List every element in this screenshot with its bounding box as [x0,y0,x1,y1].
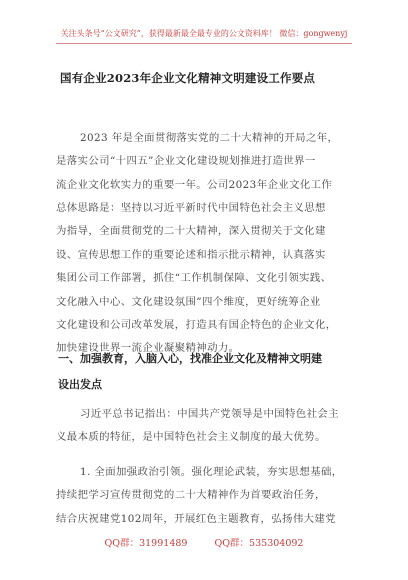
page-header: 关注头条号“公文研究”，获得最新最全最专业的公文资料库！ 微信：gongwenyj [60,29,348,38]
paragraph-line: 总体思路是：坚持以习近平新时代中国特色社会主义思想 [56,202,326,214]
paragraph-line: 文化融入中心、文化建设氛围”四个维度，更好统筹企业 [56,295,321,308]
paragraph-quote [56,403,339,450]
paragraph-line: 加快建设世界一流企业凝聚精神动力。 [56,342,240,355]
paragraph-line: 集团公司工作部署，抓住“工作机制保障、文化引领实践、 [56,272,332,285]
paragraph-line: 习近平总书记指出：中国共产党领导是中国特色社会主 [80,408,339,420]
document-title: 国有企业2023年企业文化精神文明建设工作要点 [60,71,316,85]
paragraph-line: 结合庆祝建党102周年，开展红色主题教育，弘扬伟大建党 [56,512,337,525]
paragraph-line: 持续把学习宣传贯彻党的二十大精神作为首要政治任务， [56,489,326,502]
paragraph-political [56,461,343,531]
header-divider [56,43,352,44]
paragraph-overall [56,197,337,361]
paragraph-line: 2023 年是全面贯彻落实党的二十大精神的开局之年， [80,132,339,144]
heading-line: 设出发点 [58,378,102,391]
paragraph-line: 1. 全面加强政治引领。强化理论武装，夯实思想基础， [80,466,343,478]
paragraph-line: 是落实公司“十四五”企业文化建设规划推进打造世界一 [56,155,316,168]
paragraph-line: 为指导，全面贯彻党的二十大精神，深入贯彻关于文化建 [56,225,326,238]
heading-line: 一、加强教育，入脑入心，找准企业文化及精神文明建 [58,352,322,365]
paragraph-line: 设、宣传思想工作的重要论述和指示批示精神，认真落实 [56,248,326,261]
paragraph-line: 文化建设和公司改革发展，打造具有国企特色的企业文化， [56,318,337,331]
footer-qq-group-1: QQ群：31991489 [104,538,188,549]
section-heading [58,346,322,398]
paragraph-intro [56,127,338,197]
footer-qq-group-2: QQ群：535304092 [214,538,304,549]
page-footer [0,535,408,549]
paragraph-line: 义最本质的特征，是中国特色社会主义制度的最大优势。 [56,431,326,444]
paragraph-line: 流企业文化软实力的重要一年。公司2023年企业文化工作 [56,178,333,191]
